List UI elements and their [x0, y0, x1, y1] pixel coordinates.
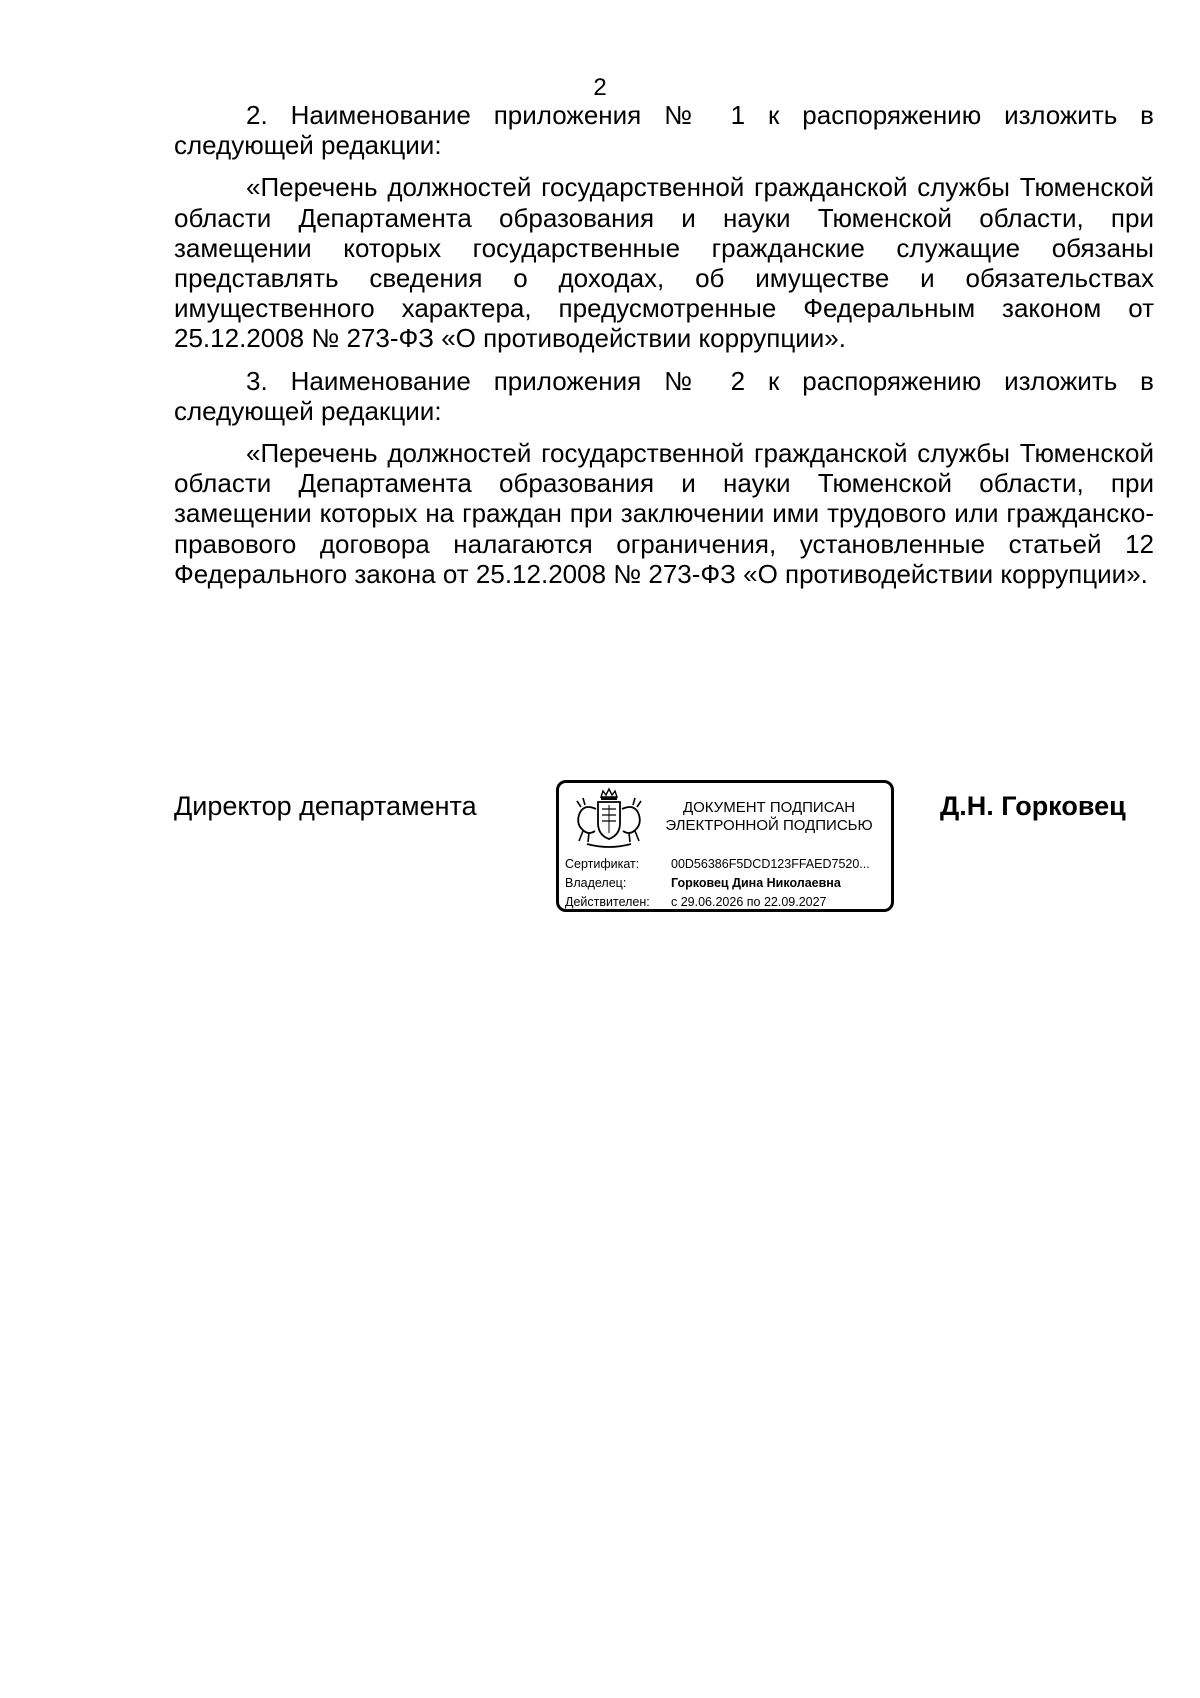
document-body — [174, 100, 1154, 589]
owner-label: Владелец: — [565, 876, 627, 890]
validity-label: Действителен: — [565, 895, 650, 909]
stamp-row-certificate — [565, 855, 885, 874]
paragraph-appendix-1-title: «Перечень должностей государственной гражданской службы Тюменской области Департамента образования и науки Тюменской области, при замещении которых государственные гражданские служащие обязаны представлять сведения о доходах, об имуществе и обязательствах имущественного характера, предусмотренные Федеральным законом от 25.12.2008 № 273-ФЗ «О противодействии коррупции». — [174, 172, 1154, 354]
electronic-signature-stamp — [556, 780, 894, 912]
signer-position: Директор департамента — [174, 791, 477, 821]
paragraph-item-2: 2. Наименование приложения № 1 к распоряжению изложить в следующей редакции: — [174, 100, 1154, 161]
stamp-row-owner — [565, 874, 885, 893]
stamp-title-line1: ДОКУМЕНТ ПОДПИСАН — [682, 799, 856, 816]
stamp-row-validity — [565, 893, 885, 912]
paragraph-appendix-2-title: «Перечень должностей государственной гражданской службы Тюменской области Департамента образования и науки Тюменской области, при замещении которых на граждан при заключении ими трудового или гражданско-правового договора налагаются ограничения, установленные статьей 12 Федерального закона от 25.12.2008 № 273-ФЗ «О противодействии коррупции». — [174, 438, 1154, 589]
coat-of-arms-icon — [569, 787, 649, 851]
stamp-title — [651, 799, 887, 835]
owner-value: Горковец Дина Николаевна — [671, 876, 841, 890]
stamp-title-line2: ЭЛЕКТРОННОЙ ПОДПИСЬЮ — [665, 817, 873, 834]
stamp-details — [565, 855, 885, 912]
certificate-value: 00D56386F5DCD123FFAED7520... — [671, 857, 870, 871]
signer-name: Д.Н. Горковец — [940, 791, 1126, 821]
paragraph-item-3: 3. Наименование приложения № 2 к распоряжению изложить в следующей редакции: — [174, 365, 1154, 426]
validity-value: с 29.06.2026 по 22.09.2027 — [671, 895, 827, 909]
page-number: 2 — [593, 74, 607, 101]
certificate-label: Сертификат: — [565, 857, 640, 871]
